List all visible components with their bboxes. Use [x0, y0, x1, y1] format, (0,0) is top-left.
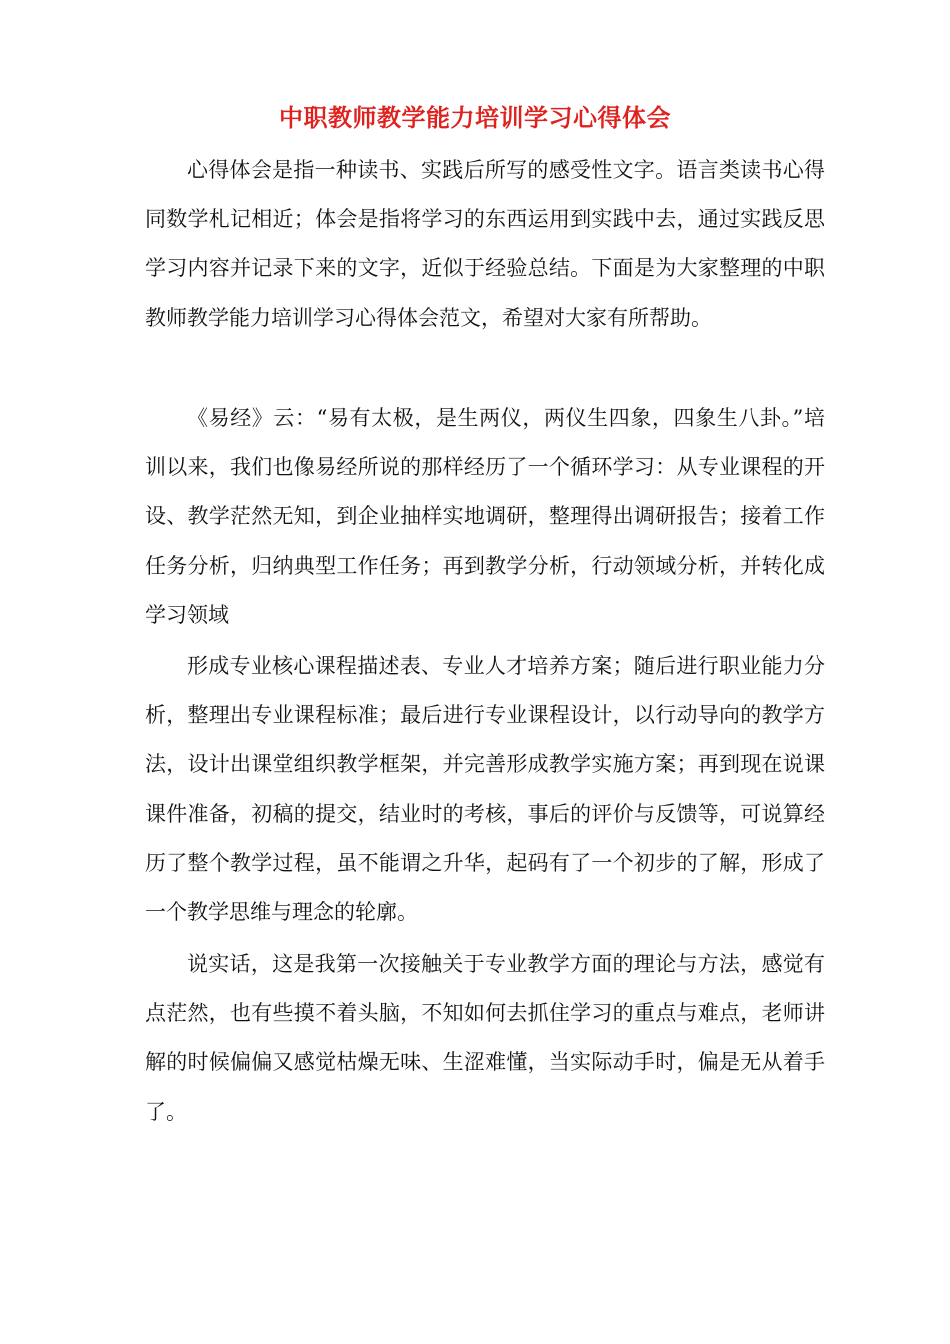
document-title: 中职教师教学能力培训学习心得体会 — [279, 103, 671, 132]
paragraph-process: 形成专业核心课程描述表、专业人才培养方案；随后进行职业能力分析，整理出专业课程标准；最后进行专业课程设计，以行动导向的教学方法，设计出课堂组织教学框架，并完善形成教学实施方案；再到现在说课课件准备，初稿的提交，结业时的考核，事后的评价与反馈等，可说算经历了整个教学过程，虽不能谓之升华，起码有了一个初步的了解，形成了一个教学思维与理念的轮廓。 — [145, 654, 825, 925]
paragraph-yijing: 《易经》云：“易有太极，是生两仪，两仪生四象，四象生八卦。”培训以来，我们也像易经所说的那样经历了一个循环学习：从专业课程的开设、教学茫然无知，到企业抽样实地调研，整理得出调研报告；接着工作任务分析，归纳典型工作任务；再到教学分析，行动领域分析，并转化成学习领域 — [145, 406, 825, 627]
paragraph-intro: 心得体会是指一种读书、实践后所写的感受性文字。语言类读书心得同数学札记相近；体会是指将学习的东西运用到实践中去，通过实践反思学习内容并记录下来的文字，近似于经验总结。下面是为大家整理的中职教师教学能力培训学习心得体会范文，希望对大家有所帮助。 — [145, 158, 825, 330]
paragraph-reflection: 说实话，这是我第一次接触关于专业教学方面的理论与方法，感觉有点茫然，也有些摸不着头脑，不知如何去抓住学习的重点与难点，老师讲解的时候偏偏又感觉枯燥无味、生涩难懂，当实际动手时，偏是无从着手了。 — [145, 952, 825, 1124]
